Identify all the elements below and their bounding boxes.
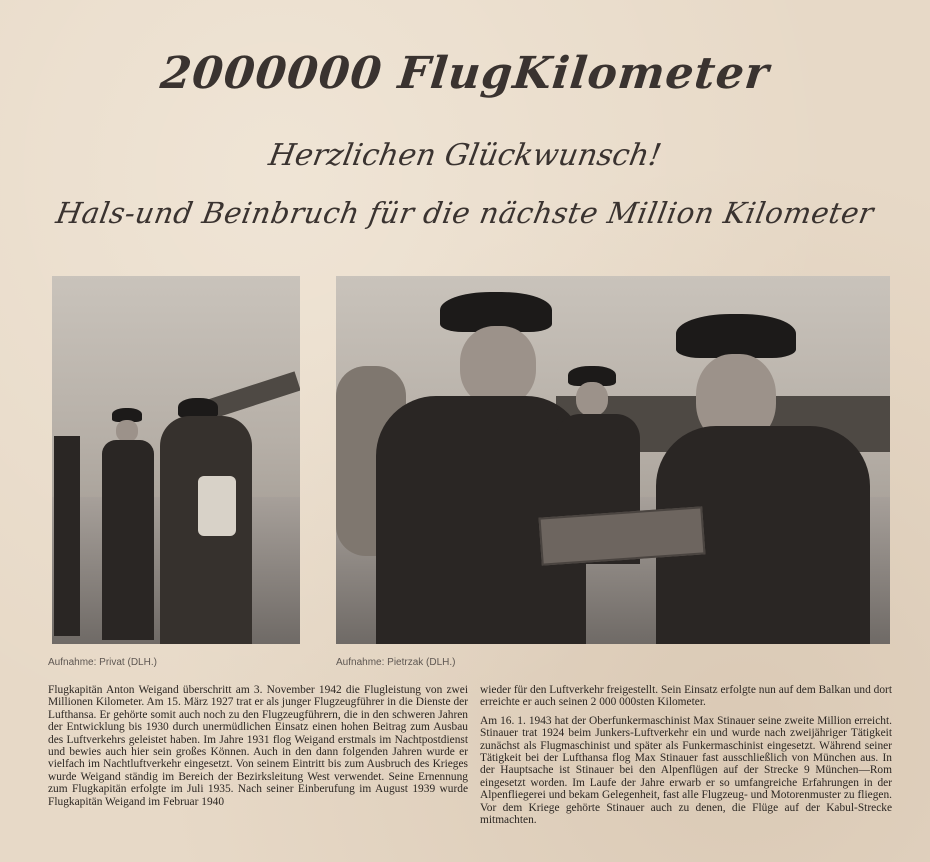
photo-weigand — [52, 276, 300, 644]
paragraph-continuation: wieder für den Luftverkehr freigestellt. Sein Einsatz erfolgte nun auf dem Balkan und dort erreichte er auch seinen 2 000 000sten Kilometer. — [480, 684, 892, 709]
officer-cap — [676, 314, 796, 358]
figure-pilot — [102, 440, 154, 640]
face-shape — [576, 382, 608, 416]
headline: 2000000 FlugKilometer — [158, 48, 772, 99]
paragraph-stinauer: Am 16. 1. 1943 hat der Oberfunkermaschinist Max Stinauer seine zweite Million erreicht. Stinauer trat 1924 beim Junkers-Luftverkehr ein und wurde nach zweijähriger Tätigkeit zunächst als Flugmaschinist und später als Funkermaschinist eingesetzt. Während seiner Tätigkeit bei der Lufthansa flog Max Stinauer fast ausschließlich von München aus. In der Hauptsache ist Stinauer bei den Alpenflügen auf der Strecke 9 München—Rom eingesetzt worden. Im Laufe der Jahre erwarb er so umfangreiche Erfahrungen in der Alpenfliegerei und bekam Gelegenheit, fast alle Flugzeug- und Motorenmuster zu fliegen. Vor dem Kriege gehörte Stinauer auch zu denen, die Flüge auf der Kabul-Strecke mitmachten. — [480, 714, 892, 827]
greeting-handwriting: Herzlichen Glückwunsch! — [266, 138, 664, 173]
cap-shape — [178, 398, 218, 418]
paragraph-weigand: Flugkapitän Anton Weigand überschritt am 3. November 1942 die Flugleistung von zwei Millionen Kilometer. Am 15. März 1927 trat er als junger Flugzeugführer in die Dienste der Lufthansa. Er gehörte somit auch noch zu den Flugzeugführern, die in den schweren Jahren der Entwicklung bis 1930 durch unermüdlichen Einsatz einen hohen Beitrag zum Ausbau des Luftverkehrs geleistet haben. Im Jahre 1931 flog Weigand erstmals im Nachtpostdienst und bewies auch hier sein großes Können. Auch in den dann folgenden Jahren wurde er vielfach im Nachtluftverkehr eingesetzt. Von seinem Eintritt bis zum Ausbruch des Krieges wurde Weigand ständig im Bereich der Bezirksleitung West verwendet. Seine Ernennung zum Flugkapitän erfolgte im Juli 1935. Nach seiner Einberufung im August 1939 wurde Flugkapitän Weigand im Februar 1940 — [48, 684, 468, 808]
photo-credit-left: Aufnahme: Privat (DLH.) — [48, 657, 157, 668]
photo-credit-right: Aufnahme: Pietrzak (DLH.) — [336, 657, 456, 668]
article-column-right — [480, 684, 892, 832]
flowers-bouquet — [198, 476, 236, 536]
face-shape — [116, 420, 138, 442]
wish-handwriting: Hals-und Beinbruch für die nächste Million Kilometer — [53, 196, 877, 230]
figure-edge — [54, 436, 80, 636]
article-column-left — [48, 684, 468, 814]
officer-face — [460, 326, 536, 406]
photo-stinauer — [336, 276, 890, 644]
